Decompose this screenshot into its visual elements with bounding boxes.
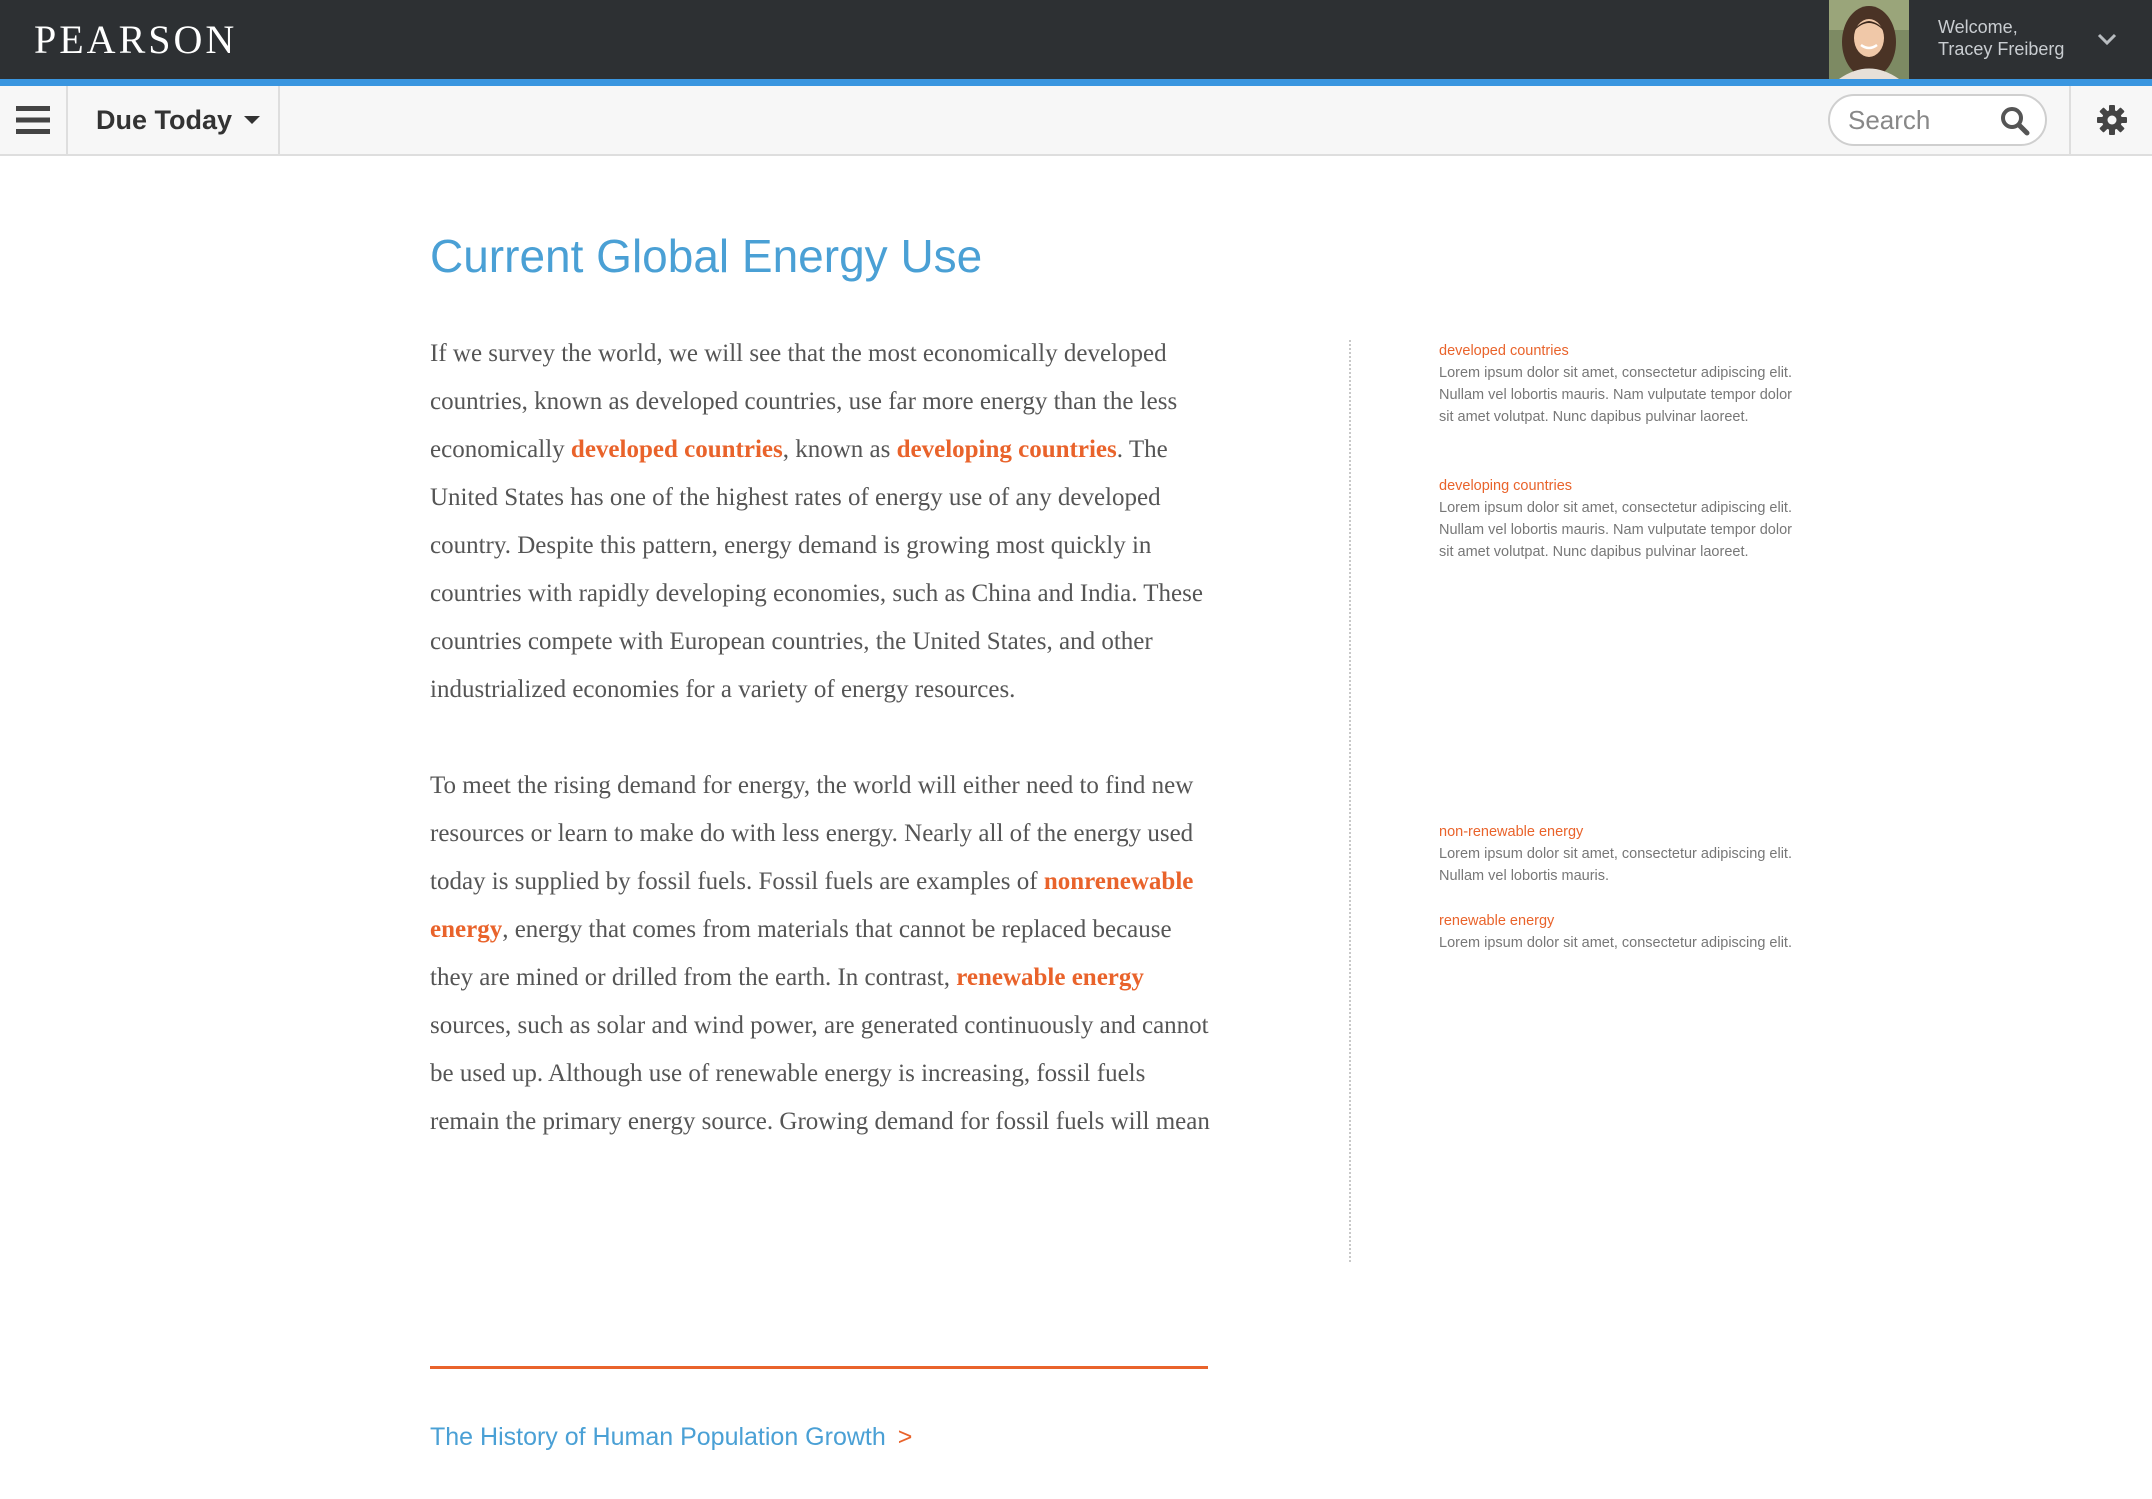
glossary-term-developing-countries[interactable]: developing countries bbox=[896, 436, 1117, 463]
search-input[interactable] bbox=[1848, 104, 1998, 136]
article-paragraph-1 bbox=[430, 330, 1220, 714]
glossary-entry-term: developing countries bbox=[1439, 478, 1573, 494]
glossary-term-developed-countries[interactable]: developed countries bbox=[570, 436, 783, 463]
paragraph-text: To meet the rising demand for energy, the world will either need to find new resources or learn to make do with less energy. Nearly all of the energy used today is supplied by fossil fuels. Fossil fuels are examples of bbox=[430, 772, 1194, 895]
paragraph-text: , energy that comes from materials that cannot be replaced because they are mined or drilled from the earth. In contrast, bbox=[430, 916, 1172, 991]
settings-button[interactable] bbox=[2069, 86, 2152, 154]
page-title: Current Global Energy Use bbox=[430, 230, 983, 282]
section-divider bbox=[430, 1366, 1208, 1369]
glossary-entry bbox=[1439, 821, 1799, 887]
search-box bbox=[1828, 94, 2047, 146]
chevron-right-icon: > bbox=[897, 1423, 913, 1451]
glossary-entry-definition: Lorem ipsum dolor sit amet, consectetur adipiscing elit. bbox=[1439, 935, 1792, 951]
due-today-dropdown[interactable] bbox=[68, 86, 280, 154]
top-brand-bar bbox=[0, 0, 2152, 79]
glossary-entry bbox=[1439, 340, 1799, 428]
next-section-link[interactable] bbox=[430, 1420, 912, 1454]
glossary-entry-term: renewable energy bbox=[1439, 913, 1555, 929]
glossary-entry bbox=[1439, 475, 1799, 563]
chevron-down-icon[interactable] bbox=[2096, 30, 2118, 48]
gear-icon bbox=[2096, 104, 2128, 136]
glossary-entry-term: developed countries bbox=[1439, 343, 1569, 359]
menu-button[interactable] bbox=[0, 86, 68, 154]
next-section-link-label: The History of Human Population Growth bbox=[430, 1423, 886, 1451]
sidebar-divider bbox=[1349, 340, 1351, 1262]
hamburger-icon bbox=[16, 106, 50, 134]
welcome-greeting: Welcome, bbox=[1938, 17, 2018, 37]
glossary-entry bbox=[1439, 910, 1799, 954]
paragraph-text: . The United States has one of the highest rates of energy use of any developed country. Despite this pattern, energy demand is growing most quickly in countries with rapidly developing economies, such as China and India. These countries compete with European countries, the United States, and other industrialized economies for a variety of energy resources. bbox=[430, 436, 1203, 703]
welcome-message bbox=[1938, 16, 2064, 60]
glossary-entry-definition: Lorem ipsum dolor sit amet, consectetur adipiscing elit. Nullam vel lobortis mauris. Nam vulputate tempor dolor sit amet volutpat. Nunc dapibus pulvinar laoreet. bbox=[1439, 365, 1792, 425]
search-icon[interactable] bbox=[2000, 106, 2030, 136]
glossary-entry-definition: Lorem ipsum dolor sit amet, consectetur adipiscing elit. Nullam vel lobortis mauris. Nam vulputate tempor dolor sit amet volutpat. Nunc dapibus pulvinar laoreet. bbox=[1439, 500, 1792, 560]
glossary-term-renewable-energy[interactable]: renewable energy bbox=[956, 964, 1144, 991]
toolbar bbox=[0, 86, 2152, 156]
article-paragraph-2 bbox=[430, 762, 1220, 1146]
header-accent-line bbox=[0, 79, 2152, 86]
glossary-entry-term: non-renewable energy bbox=[1439, 824, 1584, 840]
paragraph-text: , known as bbox=[782, 436, 897, 463]
caret-down-icon bbox=[244, 116, 260, 124]
paragraph-text: sources, such as solar and wind power, are generated continuously and cannot be used up. Although use of renewable energy is increasing, fossil fuels remain the primary energy source. Growing demand for fossil fuels will mean bbox=[430, 1012, 1210, 1135]
paragraph-text: If we survey the world, we will see that the most economically developed countries, known as developed countries, use far more energy than the less economically bbox=[430, 340, 1178, 463]
glossary-entry-definition: Lorem ipsum dolor sit amet, consectetur adipiscing elit. Nullam vel lobortis mauris. bbox=[1439, 846, 1792, 884]
pearson-logo[interactable]: PEARSON bbox=[34, 17, 238, 62]
due-today-label: Due Today bbox=[96, 104, 233, 135]
user-avatar[interactable] bbox=[1829, 0, 1909, 79]
article-body bbox=[430, 330, 1220, 1146]
welcome-username: Tracey Freiberg bbox=[1938, 39, 2065, 59]
glossary-term-nonrenewable-energy[interactable]: nonrenewable energy bbox=[430, 868, 1194, 943]
